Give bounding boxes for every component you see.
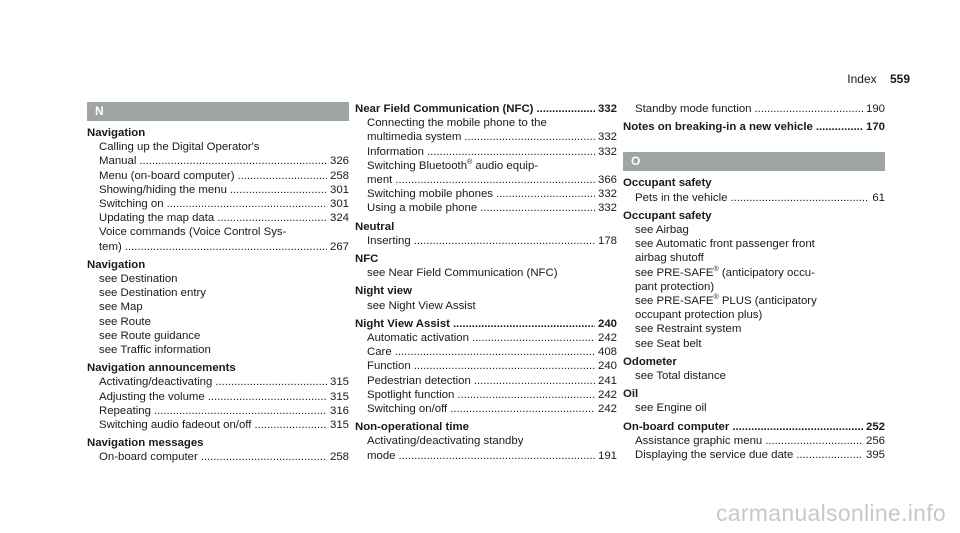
page-reference: 256 xyxy=(865,434,885,447)
index-entry xyxy=(355,420,617,463)
subentry-text: see PRE-SAFE® (anticipatory occu- xyxy=(635,265,815,279)
page-reference: 258 xyxy=(329,451,349,464)
watermark: carmanualsonline.info xyxy=(715,500,946,526)
section-letter-o: O xyxy=(623,152,885,171)
subentry-text: Inserting xyxy=(367,234,411,247)
index-subentry-line xyxy=(87,343,349,357)
page-reference: 408 xyxy=(597,346,617,359)
subentry-text: Showing/hiding the menu xyxy=(99,183,227,196)
dot-leader xyxy=(453,317,595,331)
page-reference: 242 xyxy=(597,388,617,401)
index-entry xyxy=(87,436,349,464)
index-subentry-line xyxy=(87,211,349,225)
subentry-text: Switching mobile phones xyxy=(367,188,494,201)
page-reference: 242 xyxy=(597,403,617,416)
subentry-text: Automatic activation xyxy=(367,332,469,345)
index-entry-heading xyxy=(355,102,617,116)
subentry-text: see Restraint system xyxy=(635,323,742,336)
index-entry xyxy=(87,361,349,432)
index-subentry-line xyxy=(87,225,349,239)
index-subentry-line xyxy=(623,237,885,251)
subentry-text: Care xyxy=(367,346,392,359)
page-reference: 316 xyxy=(329,404,349,417)
index-entry xyxy=(87,126,349,254)
page-reference: 332 xyxy=(597,188,617,201)
index-subentry-line xyxy=(355,359,617,373)
subentry-text: Information xyxy=(367,145,424,158)
subentry-text: Assistance graphic menu xyxy=(635,434,763,447)
index-subentry-line xyxy=(87,197,349,211)
entry-heading-text: NFC xyxy=(355,253,379,266)
page-reference: 324 xyxy=(329,212,349,225)
dot-leader xyxy=(755,102,863,116)
dot-leader xyxy=(395,173,595,187)
index-entry xyxy=(355,317,617,416)
index-entry-heading xyxy=(355,220,617,234)
dot-leader xyxy=(414,359,595,373)
index-subentry-line xyxy=(87,154,349,168)
index-subentry-line xyxy=(623,337,885,351)
subentry-text: tem) xyxy=(99,240,122,253)
index-subentry-line xyxy=(355,145,617,159)
entry-heading-text: Occupant safety xyxy=(623,177,712,190)
index-subentry-line xyxy=(87,183,349,197)
index-subentry-line xyxy=(87,450,349,464)
page-reference: 252 xyxy=(865,420,885,433)
subentry-text: Voice commands (Voice Control Sys- xyxy=(99,226,287,239)
dot-leader xyxy=(796,448,863,462)
index-entry xyxy=(623,355,885,383)
entry-heading-text: Occupant safety xyxy=(623,209,712,222)
index-subentry-line xyxy=(87,169,349,183)
page-reference: 241 xyxy=(597,374,617,387)
dot-leader xyxy=(474,374,595,388)
page-reference: 242 xyxy=(597,332,617,345)
page-reference: 191 xyxy=(597,449,617,462)
index-subentry-line xyxy=(623,191,885,205)
index-subentry-line xyxy=(87,286,349,300)
subentry-text: Switching on xyxy=(99,198,164,211)
index-subentry-line xyxy=(623,434,885,448)
subentry-text: Displaying the service due date xyxy=(635,449,794,462)
dot-leader xyxy=(399,449,595,463)
subentry-text: Connecting the mobile phone to the xyxy=(367,117,547,130)
page-reference: 301 xyxy=(329,183,349,196)
dot-leader xyxy=(208,390,327,404)
index-subentry-line xyxy=(87,375,349,389)
entry-heading-text: Night View Assist xyxy=(355,317,450,330)
page-reference: 366 xyxy=(597,174,617,187)
subentry-text: see Traffic information xyxy=(99,344,211,357)
dot-leader xyxy=(238,169,327,183)
index-subentry-line xyxy=(623,102,885,116)
subentry-text: multimedia system xyxy=(367,131,462,144)
subentry-text: see Near Field Communication (NFC) xyxy=(367,267,558,280)
index-column-1 xyxy=(87,102,349,466)
dot-leader xyxy=(536,102,595,116)
dot-leader xyxy=(201,450,327,464)
page-reference: 332 xyxy=(597,202,617,215)
index-subentry-line xyxy=(623,322,885,336)
entry-heading-text: Navigation announcements xyxy=(87,362,236,375)
entry-heading-text: Notes on breaking-in a new vehicle xyxy=(623,121,813,134)
entry-heading-text: On-board computer xyxy=(623,420,730,433)
subentry-text: see Map xyxy=(99,301,143,314)
index-entry-heading xyxy=(87,126,349,140)
subentry-text: Pets in the vehicle xyxy=(635,191,728,204)
dot-leader xyxy=(730,191,869,205)
index-entry xyxy=(355,252,617,280)
index-subentry-line xyxy=(87,390,349,404)
dot-leader xyxy=(125,240,327,254)
entry-heading-text: Near Field Communication (NFC) xyxy=(355,103,534,115)
index-column-2 xyxy=(355,102,617,464)
index-subentry-line xyxy=(355,388,617,402)
index-subentry-line xyxy=(355,434,617,448)
index-entry xyxy=(623,176,885,204)
entry-heading-text: Odometer xyxy=(623,355,677,368)
index-subentry-line xyxy=(87,240,349,254)
entry-heading-text: Non-operational time xyxy=(355,421,469,434)
index-subentry-line xyxy=(623,223,885,237)
page-reference: 240 xyxy=(597,360,617,373)
entry-heading-text: Navigation xyxy=(87,127,146,139)
entry-heading-text: Navigation messages xyxy=(87,437,204,450)
index-subentry-line xyxy=(623,308,885,322)
dot-leader xyxy=(139,154,327,168)
index-subentry-line xyxy=(355,449,617,463)
dot-leader xyxy=(167,197,327,211)
page-header xyxy=(847,72,910,86)
index-subentry-line xyxy=(355,331,617,345)
page-reference: 395 xyxy=(865,449,885,462)
dot-leader xyxy=(414,234,595,248)
dot-leader xyxy=(395,345,595,359)
index-subentry-line xyxy=(355,299,617,313)
index-entry-heading xyxy=(623,176,885,190)
index-subentry-line xyxy=(355,402,617,416)
subentry-text: Function xyxy=(367,360,411,373)
index-entry xyxy=(623,209,885,351)
dot-leader xyxy=(732,420,863,434)
page-number: 559 xyxy=(889,72,910,86)
index-subentry-line xyxy=(355,234,617,248)
index-entry xyxy=(623,387,885,415)
subentry-text: Switching audio fadeout on/off xyxy=(99,419,252,432)
subentry-text: Using a mobile phone xyxy=(367,202,478,215)
index-entry-heading xyxy=(87,361,349,375)
subentry-text: Standby mode function xyxy=(635,103,752,115)
subentry-text: pant protection) xyxy=(635,280,715,293)
subentry-text: Switching on/off xyxy=(367,403,448,416)
subentry-text: Calling up the Digital Operator's xyxy=(99,141,260,154)
index-subentry-line xyxy=(355,345,617,359)
page-reference: 332 xyxy=(597,145,617,158)
entry-heading-text: Oil xyxy=(623,388,639,401)
index-entry-heading xyxy=(623,387,885,401)
subentry-text: Pedestrian detection xyxy=(367,374,471,387)
subentry-text: ment xyxy=(367,174,393,187)
index-subentry-line xyxy=(355,173,617,187)
dot-leader xyxy=(215,375,327,389)
index-entry xyxy=(87,258,349,357)
index-subentry-line xyxy=(355,159,617,173)
subentry-text: see Seat belt xyxy=(635,337,702,350)
index-entry-heading xyxy=(355,317,617,331)
page-reference: 61 xyxy=(872,191,885,204)
dot-leader xyxy=(457,388,595,402)
index-entry xyxy=(355,220,617,248)
subentry-text: see Airbag xyxy=(635,224,689,237)
index-entry-heading xyxy=(87,436,349,450)
dot-leader xyxy=(450,402,595,416)
index-subentry-line xyxy=(623,251,885,265)
subentry-text: Manual xyxy=(99,155,137,168)
page-header-title: Index xyxy=(847,72,877,86)
index-entry-heading xyxy=(623,420,885,434)
subentry-text: see PRE-SAFE® PLUS (anticipatory xyxy=(635,294,817,308)
section-letter-n: N xyxy=(87,102,349,121)
subentry-text: airbag shutoff xyxy=(635,252,704,265)
index-subentry-line xyxy=(623,294,885,308)
subentry-text: Activating/deactivating xyxy=(99,376,213,389)
page-reference: 267 xyxy=(329,240,349,253)
index-subentry-line xyxy=(355,130,617,144)
dot-leader xyxy=(480,201,595,215)
index-subentry-line xyxy=(623,448,885,462)
subentry-text: see Night View Assist xyxy=(367,299,476,312)
index-entry-heading xyxy=(355,252,617,266)
page-reference: 332 xyxy=(597,103,617,115)
index-subentry-line xyxy=(355,116,617,130)
index-entry xyxy=(623,420,885,463)
entry-heading-text: Neutral xyxy=(355,220,395,233)
index-subentry-line xyxy=(87,140,349,154)
index-subentry-line xyxy=(87,329,349,343)
dot-leader xyxy=(230,183,327,197)
subentry-text: see Route xyxy=(99,315,151,328)
index-subentry-line xyxy=(623,266,885,280)
index-entry xyxy=(623,120,885,134)
page-reference: 301 xyxy=(329,198,349,211)
subentry-text: see Route guidance xyxy=(99,329,201,342)
subentry-text: Switching Bluetooth® audio equip- xyxy=(367,159,539,172)
entry-heading-text: Night view xyxy=(355,285,412,298)
dot-leader xyxy=(496,187,595,201)
subentry-text: see Destination entry xyxy=(99,287,207,300)
index-subentry-line xyxy=(355,201,617,215)
dot-leader xyxy=(254,418,327,432)
subentry-text: Spotlight function xyxy=(367,388,455,401)
index-subentry-line xyxy=(623,280,885,294)
page-reference: 326 xyxy=(329,155,349,168)
page-reference: 332 xyxy=(597,131,617,144)
index-subentry-line xyxy=(87,300,349,314)
subentry-text: mode xyxy=(367,449,396,462)
subentry-text: Updating the map data xyxy=(99,212,215,225)
subentry-text: Repeating xyxy=(99,404,151,417)
index-subentry-line xyxy=(87,315,349,329)
index-entry-heading xyxy=(87,258,349,272)
index-subentry-line xyxy=(355,266,617,280)
dot-leader xyxy=(464,130,595,144)
index-entry xyxy=(355,284,617,312)
index-subentry-line xyxy=(623,401,885,415)
index-subentry-line xyxy=(87,404,349,418)
index-entry-heading xyxy=(623,355,885,369)
subentry-text: Adjusting the volume xyxy=(99,390,205,403)
index-entry-heading xyxy=(355,420,617,434)
index-subentry-line xyxy=(355,187,617,201)
index-column-3 xyxy=(623,102,885,463)
subentry-text: see Total distance xyxy=(635,370,726,383)
page-reference: 170 xyxy=(865,121,885,134)
index-entry xyxy=(623,102,885,116)
subentry-text: see Destination xyxy=(99,273,178,286)
dot-leader xyxy=(472,331,595,345)
dot-leader xyxy=(154,404,327,418)
dot-leader xyxy=(427,145,595,159)
page-reference: 315 xyxy=(329,376,349,389)
page-reference: 315 xyxy=(329,419,349,432)
subentry-text: see Automatic front passenger front xyxy=(635,238,815,251)
subentry-text: On-board computer xyxy=(99,451,198,464)
index-entry-heading xyxy=(623,120,885,134)
dot-leader xyxy=(765,434,863,448)
subentry-text: Activating/deactivating standby xyxy=(367,435,524,448)
page-reference: 240 xyxy=(597,317,617,330)
index-entry-heading xyxy=(355,284,617,298)
page-reference: 178 xyxy=(597,234,617,247)
subentry-text: Menu (on-board computer) xyxy=(99,169,235,182)
index-subentry-line xyxy=(355,374,617,388)
page-reference: 258 xyxy=(329,169,349,182)
page-reference: 315 xyxy=(329,390,349,403)
subentry-text: see Engine oil xyxy=(635,402,707,415)
index-entry xyxy=(355,102,617,216)
dot-leader xyxy=(217,211,327,225)
index-entry-heading xyxy=(623,209,885,223)
index-subentry-line xyxy=(87,272,349,286)
dot-leader xyxy=(816,120,863,134)
page-reference: 190 xyxy=(865,103,885,115)
subentry-text: occupant protection plus) xyxy=(635,309,763,322)
index-subentry-line xyxy=(87,418,349,432)
entry-heading-text: Navigation xyxy=(87,258,146,271)
index-subentry-line xyxy=(623,369,885,383)
